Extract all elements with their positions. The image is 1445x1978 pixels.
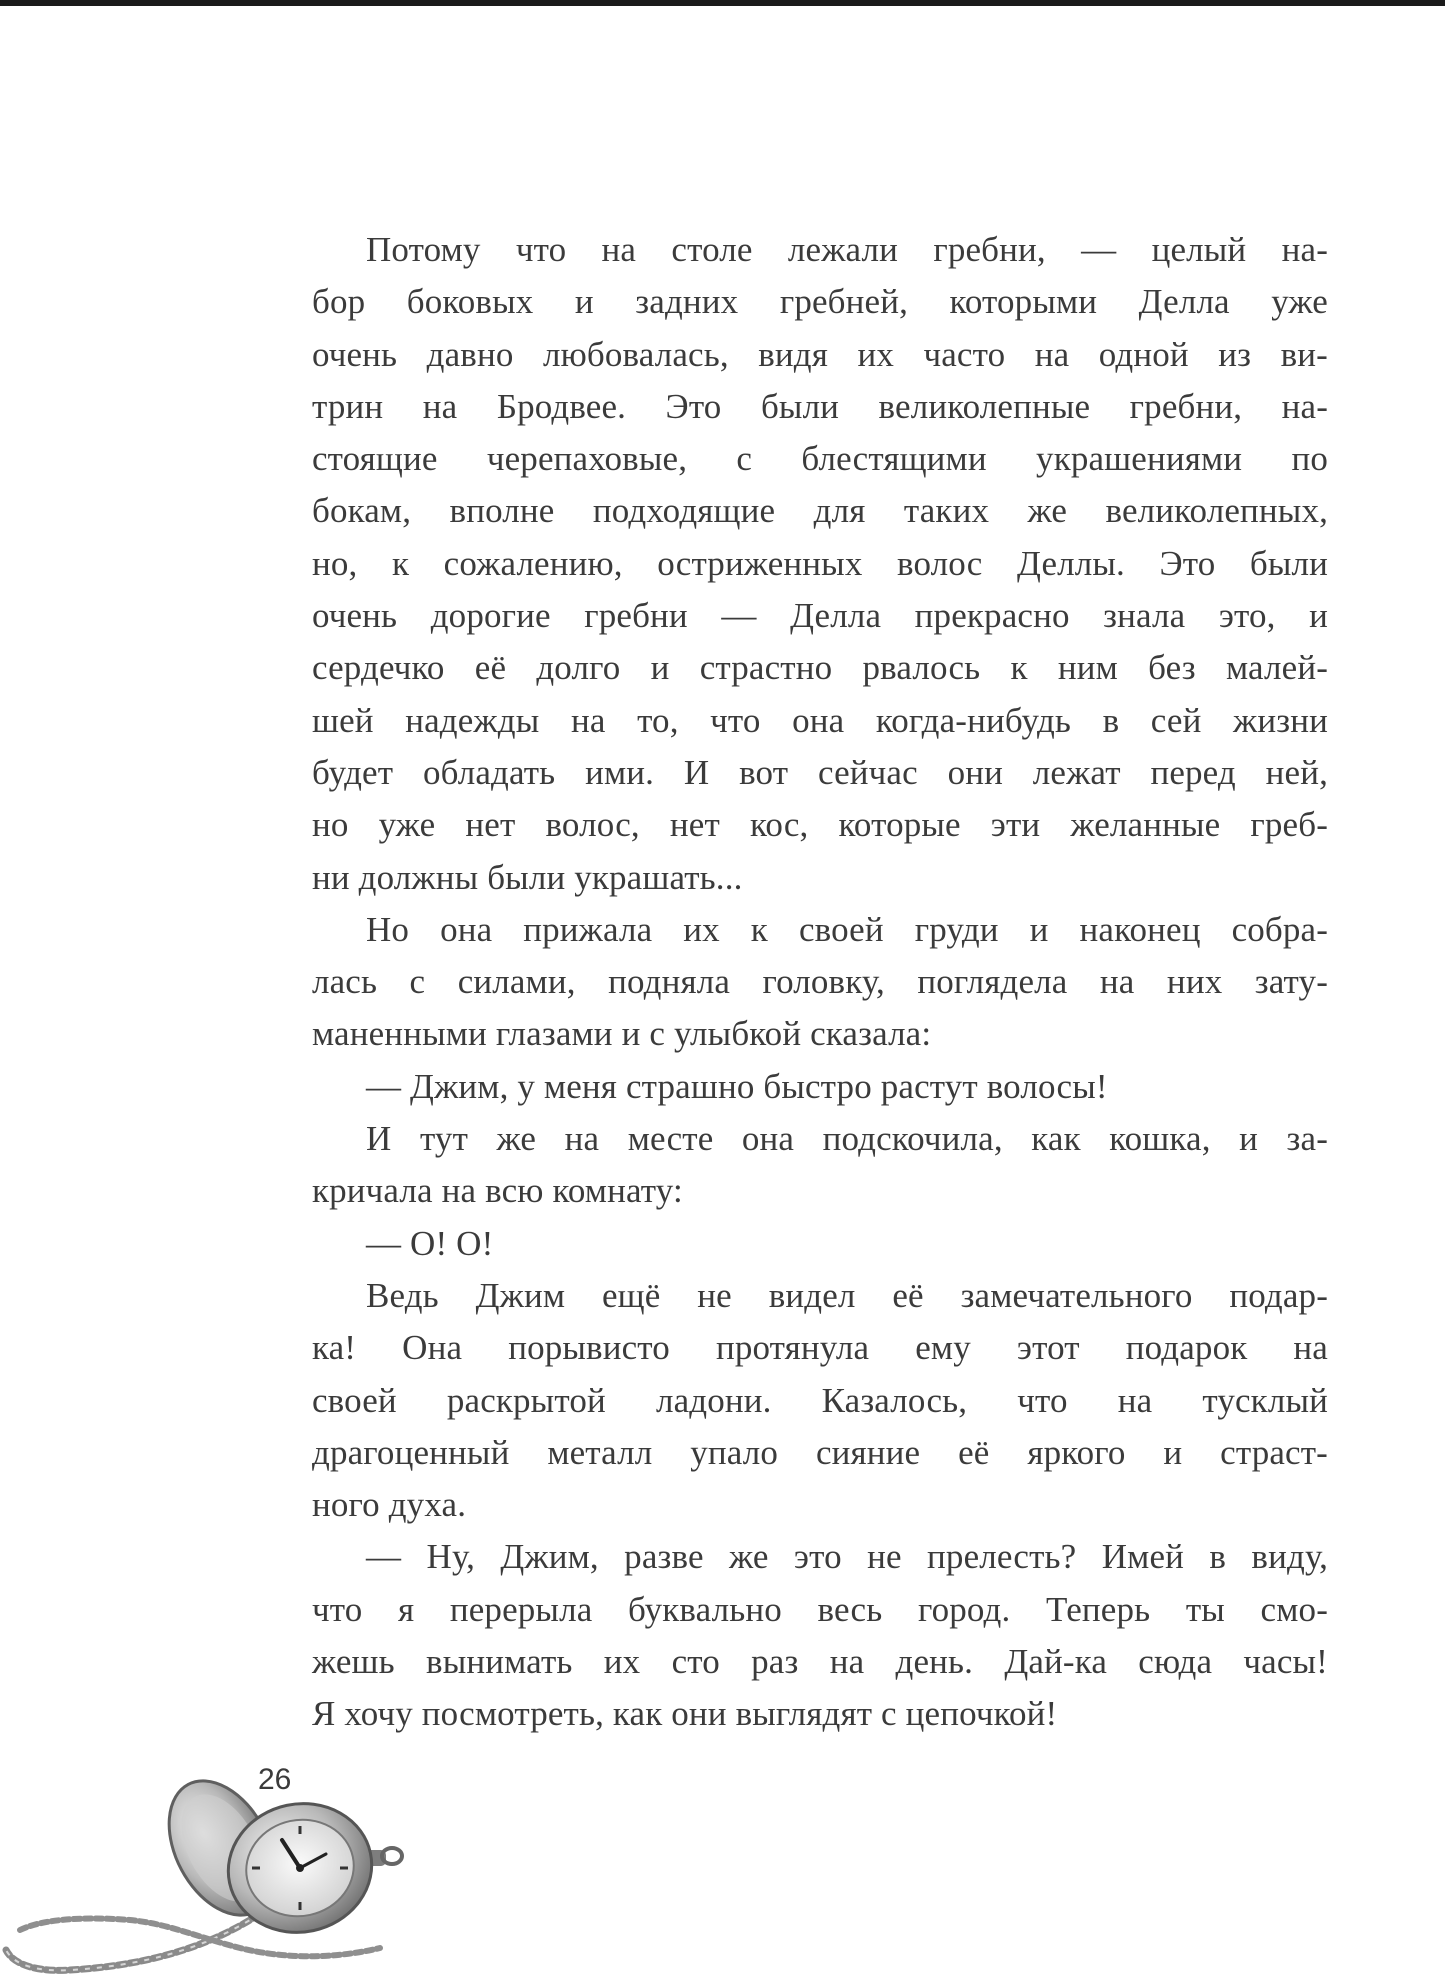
text-line: кричала на всю комнату: (312, 1171, 683, 1211)
text-line: жешь вынимать их сто раз на день. Дай-ка сюда часы! (312, 1642, 1328, 1682)
text-line: маненными глазами и с улыбкой сказала: (312, 1014, 932, 1054)
paragraph (258, 224, 1328, 904)
text-line: Ведь Джим ещё не видел её замечательного подар- (366, 1275, 1328, 1315)
paragraph (258, 1270, 1328, 1531)
text-line: шей надежды на то, что она когда-нибудь в сей жизни (312, 700, 1328, 740)
paragraph (258, 1061, 1328, 1113)
text-line: стоящие черепаховые, с блестящими украшениями по (312, 439, 1328, 479)
text-line: лась с силами, подняла головку, поглядела на них зату- (312, 962, 1328, 1002)
text-line: ни должны были украшать... (312, 857, 743, 897)
text-line: очень давно любовалась, видя их часто на одной из ви- (312, 334, 1328, 374)
text-line: Я хочу посмотреть, как они выглядят с цепочкой! (312, 1694, 1058, 1734)
text-line: ка! Она порывисто протянула ему этот подарок на (312, 1328, 1328, 1368)
text-line: — Джим, у меня страшно быстро растут волосы! (366, 1066, 1108, 1106)
text-line: сердечко её долго и страстно рвалось к ним без малей- (312, 648, 1328, 688)
paragraph (258, 904, 1328, 1061)
text-line: бор боковых и задних гребней, которыми Делла уже (312, 282, 1328, 322)
text-line: будет обладать ими. И вот сейчас они лежат перед ней, (312, 752, 1328, 792)
paragraph (258, 1218, 1328, 1270)
text-line: Потому что на столе лежали гребни, — целый на- (366, 230, 1328, 269)
text-line: своей раскрытой ладони. Казалось, что на тусклый (312, 1380, 1328, 1420)
text-line: но, к сожалению, остриженных волос Деллы. Это были (312, 543, 1328, 583)
text-line: но уже нет волос, нет кос, которые эти желанные греб- (312, 805, 1328, 845)
text-line: трин на Бродвее. Это были великолепные гребни, на- (312, 386, 1328, 426)
text-line: что я перерыла буквально весь город. Теперь ты смо- (312, 1589, 1328, 1629)
paragraph (258, 1113, 1328, 1218)
text-line: бокам, вполне подходящие для таких же великолепных, (312, 491, 1328, 531)
text-line: И тут же на месте она подскочила, как кошка, и за- (366, 1119, 1328, 1159)
text-line: очень дорогие гребни — Делла прекрасно знала это, и (312, 596, 1328, 636)
text-line: Но она прижала их к своей груди и наконец собра- (366, 909, 1328, 949)
text-line: ного духа. (312, 1485, 467, 1525)
page-body (258, 224, 1328, 1741)
paragraph (258, 1531, 1328, 1740)
pocket-watch-icon (0, 1770, 420, 1978)
text-line: драгоценный металл упало сияние её яркого и страст- (312, 1432, 1328, 1472)
text-line: — О! О! (366, 1223, 494, 1263)
page-top-edge (0, 0, 1445, 6)
text-line: — Ну, Джим, разве же это не прелесть? Имей в виду, (366, 1537, 1328, 1577)
page-number: 26 (258, 1763, 292, 1796)
